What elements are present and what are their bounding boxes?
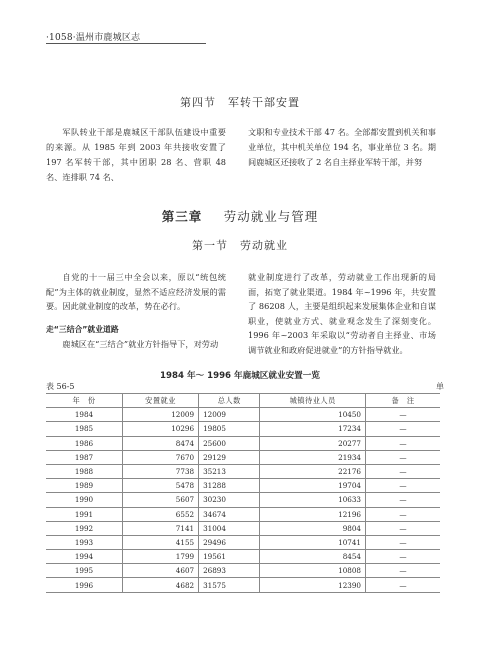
body-text-right [248,270,436,357]
section-text-right [248,125,436,170]
cell-year: 1995 [46,564,123,578]
cell-year: 1986 [46,436,123,450]
cell-year: 1984 [46,408,123,422]
cell-note: — [366,535,441,549]
running-header: ·1058·温州市鹿城区志 [46,33,141,43]
cell-year: 1991 [46,507,123,521]
cell-placed: 7738 [123,464,199,478]
cell-note: — [366,464,441,478]
header-year: 年 份 [46,394,123,408]
cell-note: — [366,564,441,578]
body-text-left [46,270,226,352]
cell-total: 12009 [199,408,260,422]
cell-total: 35213 [199,464,260,478]
cell-placed: 8474 [123,436,199,450]
body-paragraph-2: 鹿城区在“三结合”就业方针指导下，对劳动 [62,339,219,349]
cell-unemployed: 10633 [260,493,366,507]
cell-year: 1989 [46,479,123,493]
table-body [46,408,440,592]
cell-total: 19561 [199,550,260,564]
chapter-number: 第三章 [161,209,203,224]
table-row [46,564,440,578]
table-title: 1984 年～ 1996 年鹿城区就业安置一览 [160,371,320,381]
cell-total: 31288 [199,479,260,493]
subsection-title: 第一节 劳动就业 [192,239,288,252]
cell-unemployed: 17234 [260,422,366,436]
table-row [46,464,440,478]
cell-total: 25600 [199,436,260,450]
cell-unemployed: 8454 [260,550,366,564]
cell-note: — [366,550,441,564]
cell-placed: 1799 [123,550,199,564]
cell-year: 1994 [46,550,123,564]
cell-year: 1985 [46,422,123,436]
table-row [46,535,440,549]
section-title: 第四节 军转干部安置 [180,96,300,109]
cell-placed: 4607 [123,564,199,578]
cell-note: — [366,408,441,422]
cell-unemployed: 9804 [260,521,366,535]
cell-unemployed: 22176 [260,464,366,478]
cell-placed: 5478 [123,479,199,493]
cell-placed: 10296 [123,422,199,436]
header-rule [46,43,206,44]
cell-note: — [366,521,441,535]
cell-note: — [366,479,441,493]
section-text-left [46,125,226,185]
cell-unemployed: 12196 [260,507,366,521]
cell-year: 1996 [46,578,123,592]
cell-total: 29129 [199,450,260,464]
cell-unemployed: 10741 [260,535,366,549]
cell-unemployed: 10450 [260,408,366,422]
cell-placed: 5607 [123,493,199,507]
cell-total: 31004 [199,521,260,535]
cell-placed: 12009 [123,408,199,422]
table-row [46,493,440,507]
header-total: 总人数 [199,394,260,408]
table-header-row [46,394,440,408]
cell-placed: 7141 [123,521,199,535]
table-row [46,422,440,436]
table-unit: 单 [436,382,444,391]
section-paragraph-right: 文职和专业技术干部 47 名。全部都安置到机关和事业单位，其中机关单位 194 名，事业单位 3 名。期间鹿城区还接收了 2 名自主择业军转干部，并努 [248,127,436,167]
cell-unemployed: 12390 [260,578,366,592]
table-row [46,521,440,535]
cell-unemployed: 19704 [260,479,366,493]
cell-total: 31575 [199,578,260,592]
table-row [46,479,440,493]
cell-unemployed: 20277 [260,436,366,450]
table-row [46,578,440,592]
chapter-title [0,207,480,225]
section-paragraph-left: 军队转业干部是鹿城区干部队伍建设中重要的来源。从 1985 年到 2003 年共接收安置了 197 名军转干部，其中团职 28 名、营职 48 名、连排职 74 名、 [46,127,226,182]
cell-note: — [366,436,441,450]
cell-year: 1987 [46,450,123,464]
header-placed: 安置就业 [123,394,199,408]
table-label: 表 56-5 [46,382,75,391]
cell-unemployed: 10808 [260,564,366,578]
table-row [46,436,440,450]
cell-year: 1988 [46,464,123,478]
cell-unemployed: 21934 [260,450,366,464]
cell-total: 29496 [199,535,260,549]
cell-placed: 4155 [123,535,199,549]
cell-total: 19805 [199,422,260,436]
cell-total: 26893 [199,564,260,578]
cell-note: — [366,422,441,436]
cell-total: 30230 [199,493,260,507]
table-row [46,408,440,422]
chapter-name: 劳动就业与管理 [223,209,319,224]
table-row [46,450,440,464]
employment-table [46,393,440,593]
cell-placed: 4682 [123,578,199,592]
table-row [46,507,440,521]
cell-total: 34674 [199,507,260,521]
header-unemployed: 城镇待业人员 [260,394,366,408]
header-note: 备 注 [366,394,441,408]
body-paragraph-intro: 自党的十一届三中全会以来，原以“统包统配”为主体的就业制度，显然不适应经济发展的需要。因此就业制度的改革，势在必行。 [46,272,226,311]
cell-year: 1993 [46,535,123,549]
cell-year: 1992 [46,521,123,535]
cell-note: — [366,507,441,521]
cell-note: — [366,493,441,507]
table-row [46,550,440,564]
body-heading: 走“三结合”就业道路 [46,324,119,334]
cell-placed: 7670 [123,450,199,464]
body-paragraph-right: 就业制度进行了改革，劳动就业工作出现新的局面，拓宽了就业渠道。1984 年~1996 年，共安置了 86208 人，主要是组织起来发展集体企业和自谋职业，使就业方式、就业观念发生了深刻变化。1996 年~2003 年采取以“劳动者自主择业、市场调节就业和政府促进就业”的方针指导就业。 [248,272,436,355]
cell-note: — [366,578,441,592]
cell-year: 1990 [46,493,123,507]
cell-note: — [366,450,441,464]
cell-placed: 6552 [123,507,199,521]
